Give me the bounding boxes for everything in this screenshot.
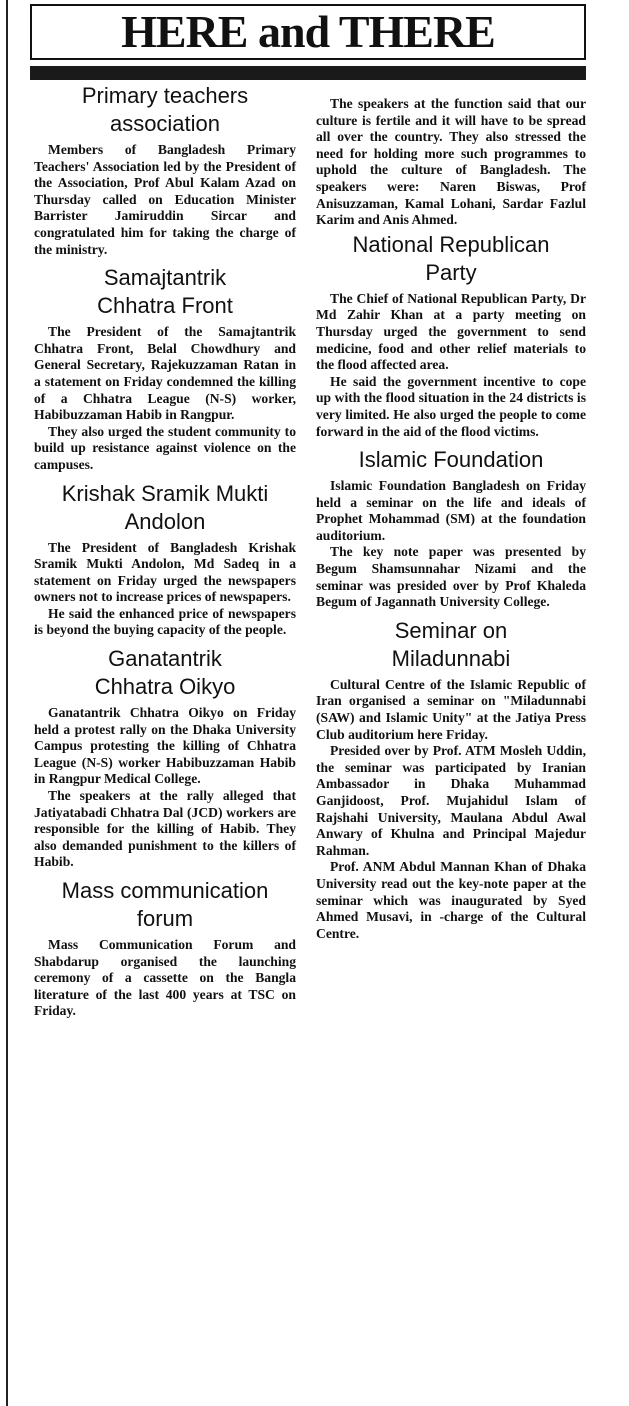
masthead-box [30, 4, 586, 60]
article-paragraph: Cultural Centre of the Islamic Republic of Iran organised a seminar on "Miladunnabi (SAW) and Islamic Unity" at the Jatiya Press Club auditorium here Friday. [316, 676, 586, 742]
article-ganatantrik [34, 645, 296, 871]
article-paragraph: Prof. ANM Abdul Mannan Khan of Dhaka University read out the key-note paper at the seminar which was inaugurated by Syed Ahmed Musavi, in -charge of the Cultural Centre. [316, 859, 586, 941]
article-paragraph: The speakers at the function said that our culture is fertile and it will have to be spread all over the country. They also stressed the need for holding more such programmes to uphold the culture of Bangladesh. The speakers were: Naren Biswas, Prof Anisuzzaman, Kamal Lohani, Sardar Fazlul Karim and Anis Ahmed. [316, 96, 586, 228]
article-paragraph: Mass Communication Forum and Shabdarup organised the launching ceremony of a cassette on the Bangla literature of the last 400 years at TSC on Friday. [34, 937, 296, 1019]
article-paragraph: The President of Bangladesh Krishak Sramik Mukti Andolon, Md Sadeq in a statement on Friday urged the newspapers owners not to increase prices of newspapers. [34, 539, 296, 605]
article-headline: Islamic Foundation [358, 447, 544, 473]
article-paragraph: The key note paper was presented by Begum Shamsunnahar Nizami and the seminar was presided over by Prof Khaleda Begum of Jagannath University College. [316, 544, 586, 610]
masthead-rule [30, 66, 586, 80]
article-paragraph: The President of the Samajtantrik Chhatra Front, Belal Chowdhury and General Secretary, Rajekuzzaman Ratan in a statement on Friday condemned the killing of a Chhatra League (N-S) worker, Habibuzzaman Habib in Rangpur. [34, 324, 296, 423]
article-headline: Krishak Sramik Mukti Andolon [61, 480, 269, 534]
article-paragraph: Ganatantrik Chhatra Oikyo on Friday held a protest rally on the Dhaka University Campus protesting the killing of Chhatra League (N-S) worker Habibuzzaman Habib in Rangpur Medical College. [34, 705, 296, 787]
article-mass-communication [34, 877, 296, 1020]
article-headline: Seminar on Miladunnabi [391, 617, 511, 671]
left-column [34, 82, 296, 1020]
article-paragraph: He said the government incentive to cope up with the flood situation in the 24 districts is very limited. He also urged the people to come forward in the aid of the flood victims. [316, 373, 586, 439]
masthead-title: HERE and THERE [121, 6, 495, 57]
article-headline: Mass communication forum [61, 878, 269, 931]
article-krishak-sramik [34, 480, 296, 640]
article-seminar-miladunnabi [316, 617, 586, 943]
article-continuation [316, 96, 586, 229]
article-paragraph: Presided over by Prof. ATM Mosleh Uddin, the seminar was participated by Iranian Ambassador in Dhaka Muhammad Ganjidoost, Prof. Mujahidul Islam of Rajshahi University, Maulana Abdul Awal Anwary of Khulna and Principal Majedur Rahman. [316, 743, 586, 858]
article-paragraph: He said the enhanced price of newspapers is beyond the buying capacity of the people. [34, 605, 296, 638]
article-paragraph: They also urged the student community to build up resistance against violence on the campuses. [34, 423, 296, 472]
column-rule-left [6, 0, 8, 1406]
article-headline: Ganatantrik Chhatra Oikyo [94, 646, 236, 700]
article-headline: Samajtantrik Chhatra Front [97, 265, 233, 319]
right-column [316, 96, 586, 942]
article-islamic-foundation [316, 446, 586, 611]
article-primary-teachers [34, 82, 296, 258]
article-paragraph: The speakers at the rally alleged that Jatiyatabadi Chhatra Dal (JCD) workers are responsible for the killing of Habib. They also demanded punishment to the killers of Habib. [34, 788, 296, 870]
article-paragraph: Members of Bangladesh Primary Teachers' Association led by the President of the Association, Prof Abul Kalam Azad on Thursday called on Education Minister Barrister Jamiruddin Sircar and congratulated him for taking the charge of the ministry. [34, 142, 296, 257]
article-headline: National Republican Party [352, 231, 550, 285]
article-headline: Primary teachers association [81, 83, 249, 136]
article-paragraph: The Chief of National Republican Party, Dr Md Zahir Khan at a party meeting on Thursday urged the government to send medicine, food and other relief materials to the flood affected area. [316, 290, 586, 373]
article-national-republican [316, 231, 586, 440]
article-samajtantrik [34, 264, 296, 473]
article-paragraph: Islamic Foundation Bangladesh on Friday held a seminar on the life and ideals of Prophet Mohammad (SM) at the foundation auditorium. [316, 478, 586, 543]
